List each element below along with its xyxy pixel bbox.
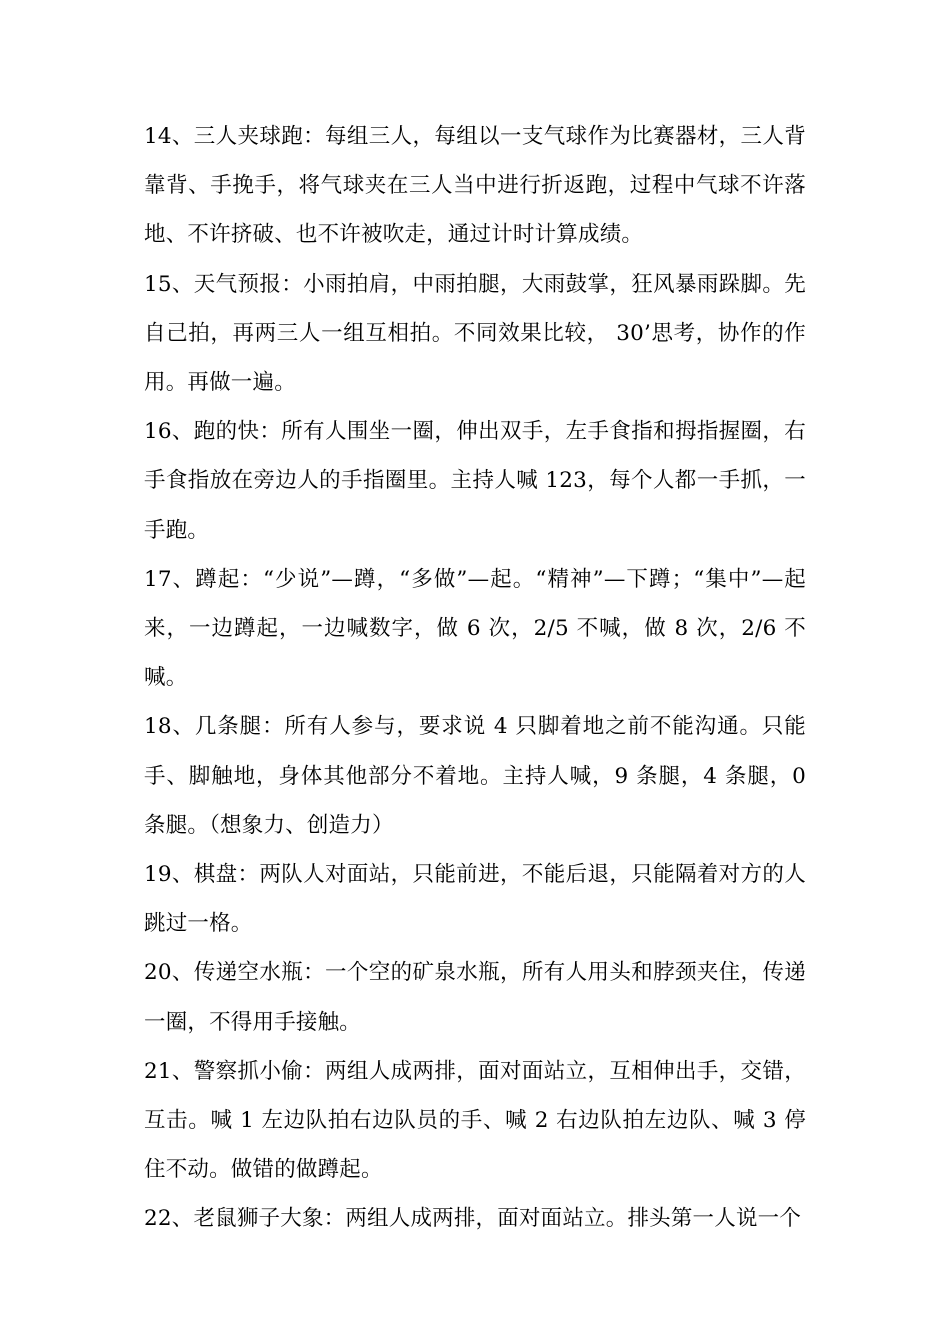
paragraph-item-21: 21、警察抓小偷：两组人成两排，面对面站立，互相伸出手，交错，互击。喊 1 左边队拍右边队员的手、喊 2 右边队拍左边队、喊 3 停住不动。做错的做蹲起。 [144,1058,806,1183]
paragraph-item-18: 18、几条腿：所有人参与，要求说 4 只脚着地之前不能沟通。只能手、脚触地，身体其他部分不着地。主持人喊，9 条腿，4 条腿，0 条腿。（想象力、创造力） [144,714,806,838]
paragraph-item-20: 20、传递空水瓶：一个空的矿泉水瓶，所有人用头和脖颈夹住，传递一圈，不得用手接触。 [144,960,806,1035]
paragraph-item-15: 15、天气预报：小雨拍肩，中雨拍腿，大雨鼓掌，狂风暴雨跺脚。先自己拍，再两三人一组互相拍。不同效果比较， 30’思考，协作的作用。再做一遍。 [144,271,806,396]
paragraph-item-22: 22、老鼠狮子大象：两组人成两排，面对面站立。排头第一人说一个 [144,1206,802,1232]
paragraph-item-16: 16、跑的快：所有人围坐一圈，伸出双手，左手食指和拇指握圈，右手食指放在旁边人的手指圈里。主持人喊 123，每个人都一手抓，一手跑。 [144,419,806,543]
paragraph-item-17: 17、蹲起：“少说”—蹲，“多做”—起。“精神”—下蹲；“集中”—起来，一边蹲起，一边喊数字，做 6 次，2/5 不喊，做 8 次，2/6 不喊。 [144,566,806,691]
paragraph-item-19: 19、棋盘：两队人对面站，只能前进，不能后退，只能隔着对方的人跳过一格。 [144,862,806,937]
paragraph-item-14: 14、三人夹球跑：每组三人，每组以一支气球作为比赛器材，三人背靠背、手挽手，将气球夹在三人当中进行折返跑，过程中气球不许落地、不许挤破、也不许被吹走，通过计时计算成绩。 [144,124,806,248]
